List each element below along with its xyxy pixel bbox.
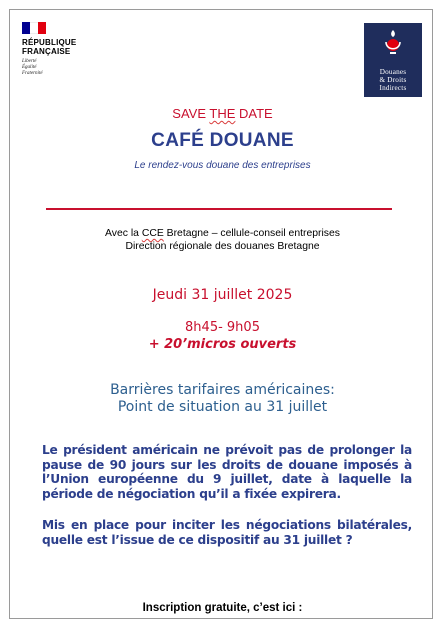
organizer-block: [10, 227, 435, 253]
rf-motto: Liberté Égalité Fraternité: [22, 59, 43, 76]
event-title: CAFÉ DOUANE: [151, 130, 294, 151]
event-date: Jeudi 31 juillet 2025: [152, 287, 293, 303]
registration-call: Inscription gratuite, c’est ici :: [142, 602, 303, 614]
douanes-droits-indirects-logo: [364, 23, 422, 97]
ddi-line-3: Indirects: [379, 84, 407, 92]
ddi-line-2: & Droits: [379, 76, 407, 84]
event-format: + 20’micros ouverts: [148, 337, 297, 352]
event-time: 8h45- 9h05: [185, 320, 260, 335]
ddi-line-1: Douanes: [379, 68, 407, 76]
republique-francaise-logo: [22, 22, 112, 77]
save-the-date: SAVE THE DATE: [172, 106, 273, 121]
french-flag-icon: [22, 22, 46, 34]
body-paragraph-2: Mis en place pour inciter les négociations bilatérales, quelle est l’issue de ce dispositif au 31 juillet ?: [42, 518, 412, 547]
body-paragraph-1: Le président américain ne prévoit pas de prolonger la pause de 90 jours sur les droits de douane imposés à l’Union européenne du 9 juillet, date à laquelle la période de négociation qu’il a fixée expirera.: [42, 443, 412, 501]
organizer-line-1: Avec la CCE Bretagne – cellule-conseil entreprises: [105, 228, 340, 239]
divider-line: [46, 208, 392, 210]
organizer-line-2: Direction régionale des douanes Bretagne: [125, 241, 320, 252]
event-subtitle: Le rendez-vous douane des entreprises: [134, 160, 311, 171]
douane-emblem-icon: [381, 29, 405, 57]
rf-name: RÉPUBLIQUE FRANÇAISE: [22, 38, 77, 56]
topic-line-1: Barrières tarifaires américaines:: [110, 382, 335, 398]
topic-heading: [10, 382, 435, 416]
topic-line-2: Point de situation au 31 juillet: [117, 399, 328, 415]
